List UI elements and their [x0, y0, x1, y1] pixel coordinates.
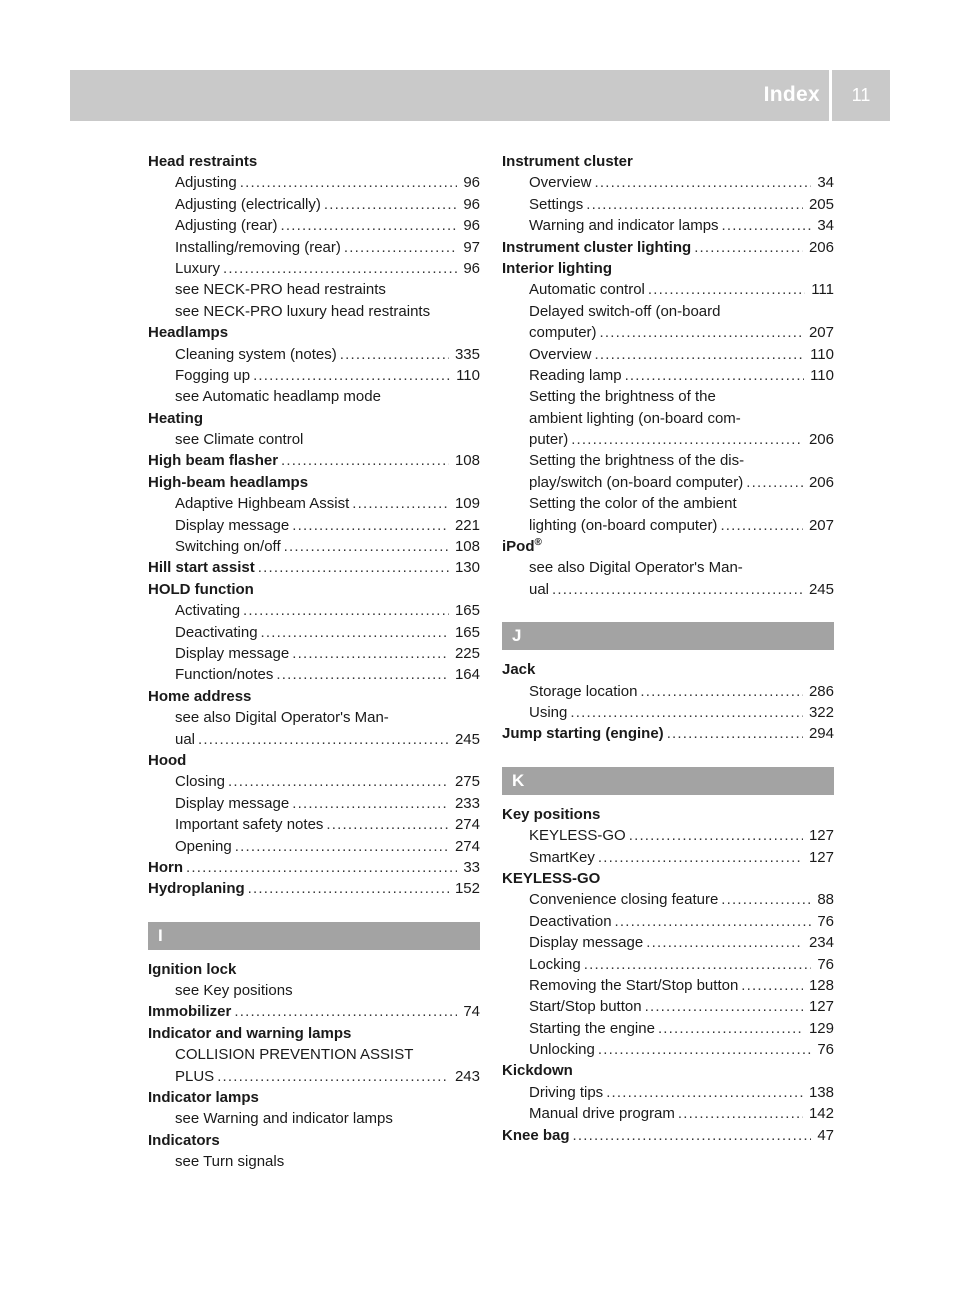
page-ref: 97 [463, 238, 480, 256]
see-reference[interactable]: see also Digital Operator's Man- [529, 559, 743, 577]
page-ref: 128 [808, 976, 834, 994]
index-entry[interactable]: computer) ..... 207 [502, 322, 834, 343]
page-ref: 34 [817, 174, 834, 192]
leader-dots [223, 258, 457, 279]
page-ref: 34 [817, 217, 834, 235]
leader-dots [741, 975, 803, 996]
see-reference[interactable]: see Turn signals [175, 1153, 285, 1171]
page-ref: 110 [810, 366, 834, 384]
see-reference[interactable]: see Automatic headlamp mode [175, 388, 381, 406]
index-entry-text[interactable]: Delayed switch-off (on-board [529, 302, 721, 320]
leader-dots [234, 1001, 457, 1022]
index-entry[interactable]: Deactivating ..... 165 [148, 622, 480, 643]
leader-dots [629, 825, 803, 846]
index-entry[interactable]: ual ..... 245 [502, 579, 834, 600]
page-ref: 206 [808, 238, 834, 256]
index-entry[interactable]: Jump starting (engine) ..... 294 [502, 723, 834, 744]
index-entry[interactable]: Luxury ..... 96 [148, 258, 480, 279]
index-heading[interactable]: Indicator and warning lamps [148, 1024, 352, 1042]
page-ref: 233 [454, 794, 480, 812]
index-entry-text[interactable]: Setting the color of the ambient [529, 495, 737, 513]
page-ref: 127 [808, 998, 834, 1016]
page-ref: 33 [463, 858, 480, 876]
index-entry[interactable]: Overview ..... 34 [502, 172, 834, 193]
index-entry[interactable]: Using ..... 322 [502, 702, 834, 723]
leader-dots [284, 536, 449, 557]
page-ref: 245 [454, 730, 480, 748]
leader-dots [598, 1039, 811, 1060]
index-entry[interactable]: Horn ..... 33 [148, 857, 480, 878]
leader-dots [721, 889, 811, 910]
page-ref: 274 [454, 816, 480, 834]
index-heading[interactable]: iPod® [502, 537, 542, 556]
leader-dots [615, 911, 812, 932]
leader-dots [648, 279, 805, 300]
index-entry[interactable]: Activating ..... 165 [148, 600, 480, 621]
index-entry[interactable]: Cleaning system (notes) ..... 335 [148, 344, 480, 365]
page-ref: 207 [808, 516, 834, 534]
see-reference[interactable]: see NECK-PRO head restraints [175, 281, 386, 299]
page-ref: 96 [463, 217, 480, 235]
index-heading[interactable]: High-beam headlamps [148, 473, 309, 491]
index-entry[interactable]: Opening ..... 274 [148, 836, 480, 857]
page-ref: 76 [817, 1041, 834, 1059]
index-entry[interactable]: Display message ..... 233 [148, 793, 480, 814]
index-entry[interactable]: Automatic control ..... 111 [502, 279, 834, 300]
leader-dots [292, 643, 449, 664]
leader-dots [746, 472, 803, 493]
leader-dots [678, 1103, 803, 1124]
leader-dots [292, 515, 449, 536]
index-entry[interactable]: Hydroplaning ..... 152 [148, 878, 480, 899]
index-entry[interactable]: Important safety notes ..... 274 [148, 814, 480, 835]
leader-dots [625, 365, 805, 386]
leader-dots [645, 996, 803, 1017]
leader-dots [595, 172, 812, 193]
page-ref: 111 [811, 281, 834, 299]
leader-dots [243, 600, 449, 621]
leader-dots [720, 515, 803, 536]
page-header [70, 70, 890, 121]
leader-dots [258, 557, 449, 578]
index-column-left [148, 151, 480, 1173]
page-ref: 286 [808, 682, 834, 700]
leader-dots [326, 814, 449, 835]
index-heading[interactable]: KEYLESS-GO [502, 869, 601, 887]
index-column-right [502, 151, 834, 1146]
leader-dots [606, 1082, 803, 1103]
index-heading[interactable]: Heating [148, 409, 204, 427]
page-ref: 322 [808, 703, 834, 721]
leader-dots [600, 322, 803, 343]
page-ref: 164 [454, 666, 480, 684]
leader-dots [640, 681, 803, 702]
leader-dots [281, 215, 458, 236]
page-title: Index [763, 83, 820, 106]
page-ref: 127 [808, 827, 834, 845]
leader-dots [571, 429, 803, 450]
index-entry[interactable]: Installing/removing (rear) ..... 97 [148, 237, 480, 258]
index-entry[interactable]: Adaptive Highbeam Assist ..... 109 [148, 493, 480, 514]
page-ref: 108 [454, 452, 480, 470]
leader-dots [276, 664, 449, 685]
leader-dots [694, 237, 803, 258]
index-entry[interactable]: Display message ..... 234 [502, 932, 834, 953]
index-entry-text[interactable]: ambient lighting (on-board com- [529, 409, 741, 427]
index-entry[interactable]: lighting (on-board computer) ..... 207 [502, 515, 834, 536]
leader-dots [248, 878, 449, 899]
leader-dots [667, 723, 803, 744]
index-entry[interactable]: puter) ..... 206 [502, 429, 834, 450]
index-entry[interactable]: Display message ..... 221 [148, 515, 480, 536]
page-ref: 275 [454, 773, 480, 791]
index-entry[interactable]: Function/notes ..... 164 [148, 664, 480, 685]
page-ref: 245 [808, 580, 834, 598]
index-heading[interactable]: Headlamps [148, 324, 229, 342]
page-ref: 96 [463, 195, 480, 213]
leader-dots [186, 857, 457, 878]
index-heading[interactable]: Indicators [148, 1131, 220, 1149]
leader-dots [281, 450, 449, 471]
leader-dots [261, 622, 449, 643]
index-heading[interactable]: Home address [148, 687, 252, 705]
page-ref: 130 [454, 559, 480, 577]
index-entry[interactable]: Manual drive program ..... 142 [502, 1103, 834, 1124]
index-entry[interactable]: Deactivation ..... 76 [502, 911, 834, 932]
leader-dots [646, 932, 803, 953]
page-ref: 294 [808, 725, 834, 743]
index-entry-text[interactable]: COLLISION PREVENTION ASSIST [175, 1046, 414, 1064]
index-heading[interactable]: HOLD function [148, 580, 254, 598]
index-entry[interactable]: SmartKey ..... 127 [502, 847, 834, 868]
registered-mark: ® [534, 537, 542, 549]
index-entry[interactable]: Unlocking ..... 76 [502, 1039, 834, 1060]
index-heading[interactable]: Indicator lamps [148, 1089, 259, 1107]
page-ref: 152 [454, 880, 480, 898]
leader-dots [253, 365, 450, 386]
page-ref: 96 [463, 259, 480, 277]
section-letter-j: J [502, 622, 834, 650]
index-entry[interactable]: PLUS ..... 243 [148, 1066, 480, 1087]
page-ref: 243 [454, 1067, 480, 1085]
leader-dots [292, 793, 449, 814]
index-entry[interactable]: Adjusting (rear) ..... 96 [148, 215, 480, 236]
section-letter-k: K [502, 767, 834, 795]
leader-dots [344, 237, 457, 258]
page-ref: 76 [817, 955, 834, 973]
leader-dots [340, 344, 449, 365]
page-ref: 88 [817, 891, 834, 909]
page-ref: 47 [817, 1126, 834, 1144]
index-entry[interactable]: Display message ..... 225 [148, 643, 480, 664]
index-entry[interactable]: Storage location ..... 286 [502, 681, 834, 702]
index-entry-text[interactable]: Setting the brightness of the [529, 388, 716, 406]
leader-dots [586, 194, 803, 215]
page-ref: 274 [454, 837, 480, 855]
section-letter-i: I [148, 922, 480, 950]
page-ref: 221 [454, 516, 480, 534]
page-ref: 207 [808, 324, 834, 342]
index-entry[interactable]: Hill start assist ..... 130 [148, 557, 480, 578]
page-number: 11 [851, 85, 871, 105]
index-entry[interactable]: Warning and indicator lamps ..... 34 [502, 215, 834, 236]
leader-dots [598, 847, 803, 868]
leader-dots [584, 954, 812, 975]
index-entry[interactable]: Start/Stop button ..... 127 [502, 996, 834, 1017]
index-heading[interactable]: Hood [148, 751, 187, 769]
index-entry-text[interactable]: Setting the brightness of the dis- [529, 452, 745, 470]
see-reference[interactable]: see Warning and indicator lamps [175, 1110, 393, 1128]
leader-dots [198, 729, 449, 750]
index-heading[interactable]: Jack [502, 661, 536, 679]
leader-dots [240, 172, 458, 193]
index-entry[interactable]: Instrument cluster lighting ..... 206 [502, 237, 834, 258]
page-ref: 74 [463, 1003, 480, 1021]
page-ref: 206 [808, 431, 834, 449]
index-entry[interactable]: play/switch (on-board computer) ..... 206 [502, 472, 834, 493]
see-reference[interactable]: see NECK-PRO luxury head restraints [175, 302, 431, 320]
index-entry[interactable]: ual ..... 245 [148, 729, 480, 750]
leader-dots [228, 771, 449, 792]
index-heading[interactable]: Interior lighting [502, 259, 612, 277]
index-entry[interactable]: Starting the engine ..... 129 [502, 1018, 834, 1039]
leader-dots [722, 215, 812, 236]
page-ref: 165 [454, 623, 480, 641]
index-entry[interactable]: Knee bag ..... 47 [502, 1125, 834, 1146]
page-ref: 142 [808, 1105, 834, 1123]
index-entry[interactable]: Reading lamp ..... 110 [502, 365, 834, 386]
leader-dots [595, 344, 805, 365]
page-ref: 110 [810, 345, 834, 363]
index-entry[interactable]: Locking ..... 76 [502, 954, 834, 975]
see-reference[interactable]: see Climate control [175, 431, 304, 449]
page-ref: 165 [454, 602, 480, 620]
page-ref: 138 [808, 1083, 834, 1101]
index-entry[interactable]: Convenience closing feature ..... 88 [502, 889, 834, 910]
leader-dots [573, 1125, 812, 1146]
page-ref: 129 [808, 1019, 834, 1037]
leader-dots [235, 836, 449, 857]
index-heading[interactable]: Instrument cluster [502, 153, 633, 170]
index-entry[interactable]: Removing the Start/Stop button ..... 128 [502, 975, 834, 996]
page-ref: 127 [808, 848, 834, 866]
page-ref: 205 [808, 195, 834, 213]
see-reference[interactable]: see Key positions [175, 982, 293, 1000]
index-entry[interactable]: High beam flasher ..... 108 [148, 450, 480, 471]
index-heading[interactable]: Head restraints [148, 153, 258, 170]
index-entry[interactable]: Switching on/off ..... 108 [148, 536, 480, 557]
index-heading[interactable]: Key positions [502, 805, 601, 823]
leader-dots [552, 579, 803, 600]
index-entry[interactable]: Overview ..... 110 [502, 344, 834, 365]
index-entry[interactable]: Immobilizer ..... 74 [148, 1001, 480, 1022]
page-ref: 110 [456, 366, 480, 384]
leader-dots [352, 493, 449, 514]
leader-dots [658, 1018, 803, 1039]
index-entry[interactable]: Settings ..... 205 [502, 194, 834, 215]
page-ref: 96 [463, 174, 480, 192]
index-heading[interactable]: Ignition lock [148, 960, 237, 978]
page-ref: 234 [808, 934, 834, 952]
page-ref: 225 [454, 644, 480, 662]
index-entry[interactable]: Driving tips ..... 138 [502, 1082, 834, 1103]
index-entry[interactable]: Closing ..... 275 [148, 771, 480, 792]
page-ref: 335 [454, 345, 480, 363]
index-entry[interactable]: Adjusting (electrically) ..... 96 [148, 194, 480, 215]
leader-dots [217, 1066, 449, 1087]
see-reference[interactable]: see also Digital Operator's Man- [175, 709, 389, 727]
leader-dots [570, 702, 803, 723]
index-entry[interactable]: KEYLESS-GO ..... 127 [502, 825, 834, 846]
page-ref: 206 [808, 473, 834, 491]
page-ref: 108 [454, 538, 480, 556]
index-entry[interactable]: Fogging up ..... 110 [148, 365, 480, 386]
page-ref: 109 [454, 495, 480, 513]
index-entry[interactable]: Adjusting ..... 96 [148, 172, 480, 193]
page-ref: 76 [817, 912, 834, 930]
leader-dots [324, 194, 457, 215]
index-heading[interactable]: Kickdown [502, 1062, 573, 1080]
